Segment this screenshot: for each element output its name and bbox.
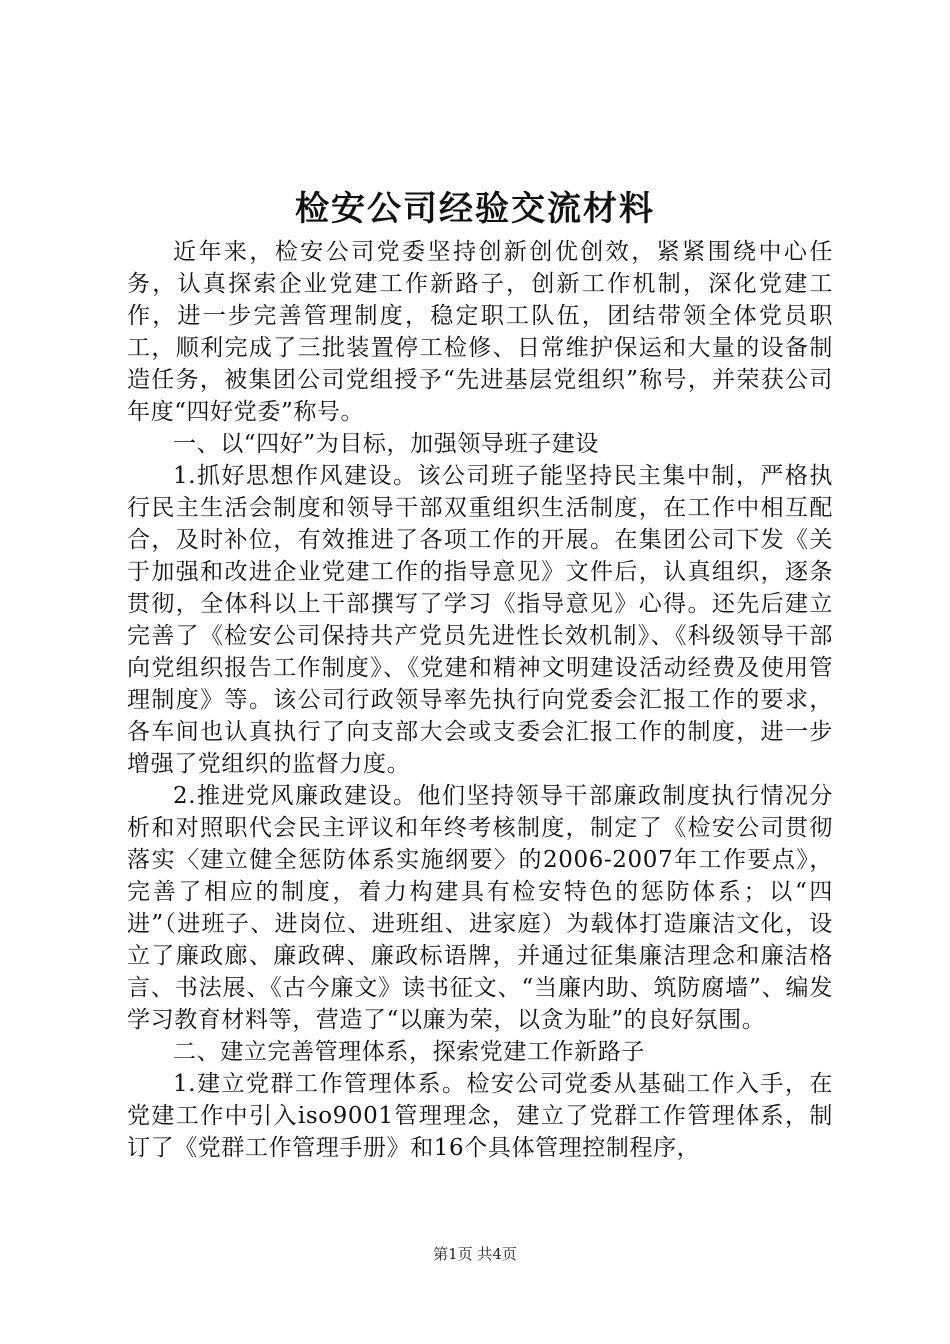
document-title: 检安公司经验交流材料: [295, 189, 655, 229]
document-body: [127, 236, 833, 1164]
intro-paragraph: 近年来，检安公司党委坚持创新创优创效，紧紧围绕中心任务，认真探索企业党建工作新路子，创新工作机制，深化党建工作，进一步完善管理制度，稳定职工队伍，团结带领全体党员职工，顺利完成了三批装置停工检修、日常维护保运和大量的设备制造任务，被集团公司党组授予“先进基层党组织”称号，并荣获公司年度“四好党委”称号。: [127, 239, 833, 425]
page-footer: 第1页 共4页: [433, 1245, 517, 1263]
paragraph-2-1: 1.建立党群工作管理体系。检安公司党委从基础工作入手，在党建工作中引入iso9001管理理念，建立了党群工作管理体系，制订了《党群工作管理手册》和16个具体管理控制程序，: [127, 1071, 833, 1161]
paragraph-1-2: 2.推进党风廉政建设。他们坚持领导干部廉政制度执行情况分析和对照职代会民主评议和年终考核制度，制定了《检安公司贯彻落实〈建立健全惩防体系实施纲要〉的2006-2007年工作要点》，完善了相应的制度，着力构建具有检安特色的惩防体系；以“四进”（进班子、进岗位、进班组、进家庭）为载体打造廉洁文化，设立了廉政廊、廉政碑、廉政标语牌，并通过征集廉洁理念和廉洁格言、书法展、《古今廉文》读书征文、“当廉内助、筑防腐墙”、编发学习教育材料等，营造了“以廉为荣，以贪为耻”的良好氛围。: [127, 783, 833, 1033]
paragraph-1-1: 1.抓好思想作风建设。该公司班子能坚持民主集中制，严格执行民主生活会制度和领导干部双重组织生活制度，在工作中相互配合，及时补位，有效推进了各项工作的开展。在集团公司下发《关于加强和改进企业党建工作的指导意见》文件后，认真组织，逐条贯彻，全体科以上干部撰写了学习《指导意见》心得。还先后建立完善了《检安公司保持共产党员先进性长效机制》、《科级领导干部向党组织报告工作制度》、《党建和精神文明建设活动经费及使用管理制度》等。该公司行政领导率先执行向党委会汇报工作的要求，各车间也认真执行了向支部大会或支委会汇报工作的制度，进一步增强了党组织的监督力度。: [127, 463, 833, 777]
section-heading-1: 一、以“四好”为目标，加强领导班子建设: [173, 431, 599, 457]
section-heading-2: 二、建立完善管理体系，探索党建工作新路子: [173, 1039, 645, 1065]
